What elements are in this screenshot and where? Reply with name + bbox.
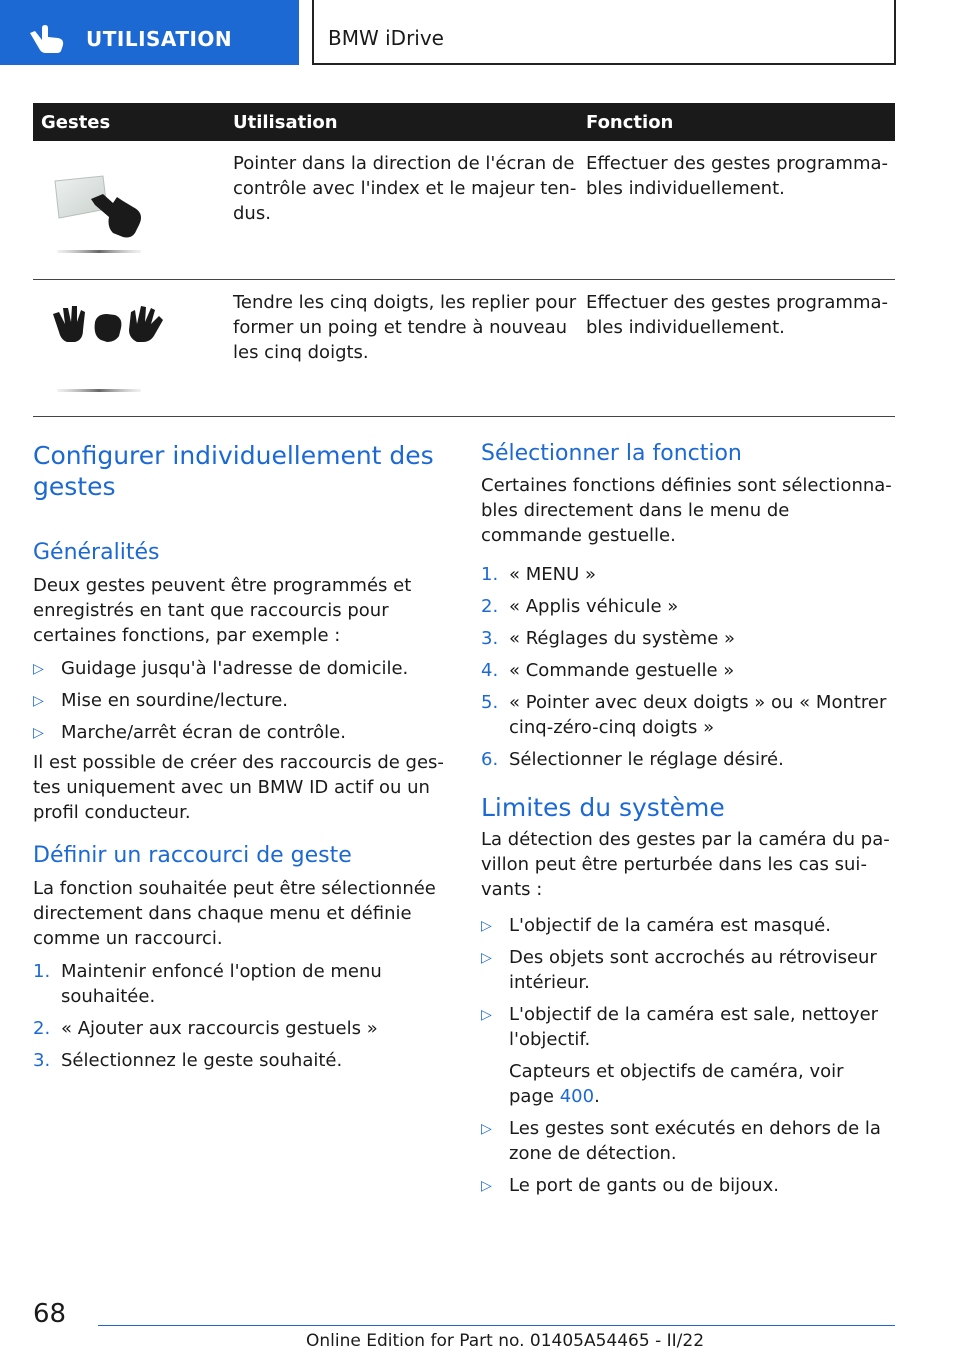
row2-fonction: Effectuer des gestes programmables individuellement.	[586, 292, 889, 338]
generalites-intro: Deux gestes peuvent être programmés et enregistrés en tant que raccourcis pour certaines fonctions, par exemple :	[33, 575, 412, 646]
selection-intro: Certaines fonctions définies sont sélectionnables directement dans le menu de commande gestuelle.	[481, 475, 892, 546]
list-item: 6. Sélectionner le réglage désiré.	[481, 749, 784, 770]
section-title: Configurer individuellement des gestes	[33, 441, 434, 501]
generalites-note: Il est possible de créer des raccourcis de gestes uniquement avec un BMW ID actif ou un profil conducteur.	[33, 752, 444, 823]
list-item: 2. « Ajouter aux raccourcis gestuels »	[33, 1018, 378, 1039]
list-item: ▷ Les gestes sont exécutés en dehors de la zone de détection.	[481, 1118, 881, 1164]
triangle-bullet-icon: ▷	[481, 1121, 492, 1137]
triangle-bullet-icon: ▷	[481, 918, 492, 934]
triangle-bullet-icon: ▷	[33, 725, 44, 741]
edition-text: Online Edition for Part no. 01405A54465 - II/22	[306, 1331, 705, 1351]
heading-definir: Définir un raccourci de geste	[33, 843, 352, 868]
list-item: ▷ Mise en sourdine/lecture.	[33, 688, 445, 713]
header-utilisation: Utilisation	[233, 112, 338, 133]
heading-limites: Limites du système	[481, 793, 725, 822]
list-item: ▷ L'objectif de la caméra est sale, nettoyer l'objectif.	[481, 1004, 879, 1050]
triangle-bullet-icon: ▷	[33, 661, 44, 677]
section-tab	[0, 0, 299, 65]
left-column	[33, 440, 445, 1073]
list-item: ▷ Le port de gants ou de bijoux.	[481, 1173, 893, 1198]
hand-pointer-icon	[28, 24, 70, 54]
table-header	[33, 103, 895, 141]
table-row	[33, 280, 895, 417]
list-item: 1. « MENU »	[481, 564, 597, 585]
list-item: ▷ Des objets sont accrochés au rétroviseur intérieur.	[481, 947, 877, 993]
chapter-title-box	[312, 0, 896, 65]
table-row	[33, 141, 895, 280]
row2-utilisation: Tendre les cinq doigts, les replier pour former un poing et tendre à nouveau les cinq doigts.	[233, 292, 577, 363]
section-label: UTILISATION	[86, 27, 233, 51]
page-number: 68	[33, 1299, 67, 1329]
list-item: 5. « Pointer avec deux doigts » ou « Montrer cinq-zéro-cinq doigts »	[481, 692, 887, 738]
gestures-table	[33, 103, 895, 417]
list-item: 4. « Commande gestuelle »	[481, 660, 735, 681]
list-item: ▷ L'objectif de la caméra est masqué.	[481, 913, 893, 938]
five-zero-five-gesture-icon	[51, 300, 171, 400]
header-fonction: Fonction	[586, 112, 674, 133]
list-item: 3. « Réglages du système »	[481, 628, 736, 649]
camera-reference: Capteurs et objectifs de caméra, voir page 400.	[509, 1061, 844, 1107]
list-item: ▷ Marche/arrêt écran de contrôle.	[33, 720, 445, 745]
list-item: 1. Maintenir enfoncé l'option de menu souhaitée.	[33, 961, 382, 1007]
chapter-title: BMW iDrive	[328, 26, 444, 50]
two-finger-point-gesture-icon	[51, 161, 171, 261]
header-gestes: Gestes	[41, 112, 111, 133]
right-column	[481, 440, 893, 1198]
limites-intro: La détection des gestes par la caméra du pavillon peut être perturbée dans les cas suivants :	[481, 829, 890, 900]
triangle-bullet-icon: ▷	[481, 1178, 492, 1194]
row1-fonction: Effectuer des gestes programmables individuellement.	[586, 153, 889, 199]
triangle-bullet-icon: ▷	[481, 950, 492, 966]
page-reference-link[interactable]: 400	[559, 1086, 595, 1107]
definir-intro: La fonction souhaitée peut être sélectionnée directement dans chaque menu et définie comme un raccourci.	[33, 878, 436, 949]
row1-utilisation: Pointer dans la direction de l'écran de contrôle avec l'index et le majeur tendus.	[233, 153, 577, 224]
triangle-bullet-icon: ▷	[481, 1007, 492, 1023]
heading-selection: Sélectionner la fonction	[481, 441, 742, 466]
list-item: 3. Sélectionnez le geste souhaité.	[33, 1050, 343, 1071]
list-item: 2. « Applis véhicule »	[481, 596, 679, 617]
triangle-bullet-icon: ▷	[33, 693, 44, 709]
footer-divider	[98, 1325, 895, 1326]
heading-generalites: Généralités	[33, 540, 160, 565]
list-item: ▷ Guidage jusqu'à l'adresse de domicile.	[33, 656, 445, 681]
